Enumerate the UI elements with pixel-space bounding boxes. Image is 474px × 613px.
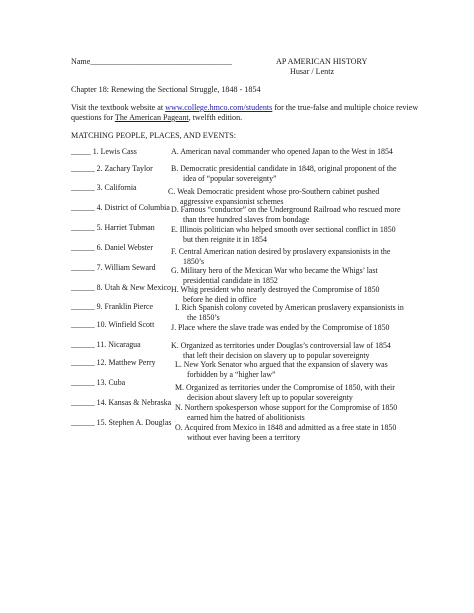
description-item bbox=[171, 266, 474, 286]
description-line: O. Acquired from Mexico in 1848 and admitted as a free state in 1850 bbox=[175, 423, 397, 432]
matching-item-label: 9. Franklin Pierce bbox=[96, 302, 153, 311]
answer-blank[interactable]: ______ bbox=[71, 418, 95, 427]
description-line: aggressive expansionist schemes bbox=[180, 197, 284, 206]
matching-item bbox=[71, 164, 153, 174]
description-item bbox=[171, 205, 474, 225]
matching-item-label: 6. Daniel Webster bbox=[96, 243, 154, 252]
matching-item-label: 12. Matthew Perry bbox=[96, 358, 156, 367]
answer-blank[interactable]: ______ bbox=[71, 203, 95, 212]
answer-blank[interactable]: ______ bbox=[71, 183, 95, 192]
description-line: B. Democratic presidential candidate in 1848, original proponent of the bbox=[171, 164, 397, 173]
description-line: presidential candidate in 1852 bbox=[183, 276, 278, 285]
matching-item bbox=[71, 203, 170, 213]
description-item bbox=[171, 323, 474, 333]
name-line bbox=[71, 57, 232, 67]
description-item bbox=[175, 360, 474, 380]
section-title: MATCHING PEOPLE, PLACES, AND EVENTS: bbox=[71, 131, 237, 140]
description-line: that left their decision on slavery up to popular sovereignty bbox=[183, 351, 370, 360]
matching-item bbox=[71, 263, 156, 273]
teachers: Husar / Lentz bbox=[290, 67, 335, 76]
matching-item bbox=[71, 378, 125, 388]
matching-item bbox=[71, 183, 137, 193]
description-line: D. Famous “conductor” on the Underground Railroad who rescued more bbox=[171, 205, 401, 214]
matching-item bbox=[71, 358, 156, 368]
description-line: F. Central American nation desired by proslavery expansionists in the bbox=[171, 247, 391, 256]
answer-blank[interactable]: ______ bbox=[71, 302, 95, 311]
matching-item bbox=[71, 223, 155, 233]
answer-blank[interactable]: ______ bbox=[71, 164, 95, 173]
answer-blank[interactable]: _____ bbox=[71, 147, 91, 156]
description-line: K. Organized as territories under Douglas’s controversial law of 1854 bbox=[171, 341, 391, 350]
answer-blank[interactable]: ______ bbox=[71, 398, 95, 407]
answer-blank[interactable]: ______ bbox=[71, 320, 95, 329]
description-line: than three hundred slaves from bondage bbox=[183, 215, 310, 224]
description-item bbox=[175, 403, 474, 423]
answer-blank[interactable]: ______ bbox=[71, 358, 95, 367]
description-item bbox=[175, 383, 474, 403]
description-line: without ever having been a territory bbox=[187, 433, 301, 442]
matching-item bbox=[71, 340, 141, 350]
matching-item bbox=[71, 147, 137, 157]
description-item bbox=[171, 164, 474, 184]
description-line: L. New York Senator who argued that the expansion of slavery was bbox=[175, 360, 388, 369]
matching-item-label: 4. District of Columbia bbox=[96, 203, 170, 212]
matching-item-label: 8. Utah & New Mexico bbox=[96, 283, 171, 292]
name-blank[interactable]: ___________________________________ bbox=[90, 57, 232, 66]
matching-item bbox=[71, 418, 171, 428]
matching-item-label: 1. Lewis Cass bbox=[92, 147, 137, 156]
description-line: J. Place where the slave trade was ended by the Compromise of 1850 bbox=[171, 323, 390, 332]
description-line: M. Organized as territories under the Compromise of 1850, with their bbox=[175, 383, 395, 392]
description-line: C. Weak Democratic president whose pro-Southern cabinet pushed bbox=[168, 187, 380, 196]
description-line: idea of “popular sovereignty” bbox=[183, 174, 277, 183]
description-item bbox=[171, 285, 474, 305]
description-item bbox=[175, 303, 474, 323]
matching-item-label: 7. William Seward bbox=[96, 263, 156, 272]
description-item bbox=[171, 225, 474, 245]
matching-item bbox=[71, 302, 153, 312]
description-line: the 1850’s bbox=[187, 313, 220, 322]
chapter-title: Chapter 18: Renewing the Sectional Struggle, 1848 - 1854 bbox=[71, 85, 261, 94]
description-line: 1850’s bbox=[183, 257, 205, 266]
intro-line-1: Visit the textbook website at www.college.hmco.com/students for the true-false and multiple choice review bbox=[71, 103, 419, 112]
answer-blank[interactable]: ______ bbox=[71, 340, 95, 349]
description-item bbox=[171, 341, 474, 361]
matching-item bbox=[71, 243, 153, 253]
description-line: H. Whig president who nearly destroyed the Compromise of 1850 bbox=[171, 285, 380, 294]
description-line: G. Military hero of the Mexican War who became the Whigs’ last bbox=[171, 266, 378, 275]
matching-item-label: 13. Cuba bbox=[96, 378, 126, 387]
description-item bbox=[171, 147, 474, 157]
matching-item-label: 10. Winfield Scott bbox=[96, 320, 155, 329]
description-item bbox=[168, 187, 473, 207]
course-title: AP AMERICAN HISTORY bbox=[276, 57, 368, 66]
description-line: A. American naval commander who opened Japan to the West in 1854 bbox=[171, 147, 393, 156]
matching-item bbox=[71, 283, 171, 293]
matching-item-label: 2. Zachary Taylor bbox=[96, 164, 153, 173]
textbook-website-link[interactable]: www.college.hmco.com/students bbox=[165, 103, 273, 112]
answer-blank[interactable]: ______ bbox=[71, 283, 95, 292]
description-line: I. Rich Spanish colony coveted by American proslavery expansionists in bbox=[175, 303, 404, 312]
description-line: decision about slavery left up to popular sovereignty bbox=[187, 393, 353, 402]
matching-item-label: 15. Stephen A. Douglas bbox=[96, 418, 172, 427]
matching-item bbox=[71, 398, 171, 408]
answer-blank[interactable]: ______ bbox=[71, 263, 95, 272]
description-line: earned him the hatred of abolitionists bbox=[187, 413, 305, 422]
answer-blank[interactable]: ______ bbox=[71, 243, 95, 252]
name-label: Name bbox=[71, 57, 91, 66]
description-line: N. Northern spokesperson whose support for the Compromise of 1850 bbox=[175, 403, 398, 412]
description-item bbox=[175, 423, 474, 443]
matching-item-label: 11. Nicaragua bbox=[96, 340, 141, 349]
description-line: but then reignite it in 1854 bbox=[183, 235, 267, 244]
description-line: forbidden by a “higher law” bbox=[187, 370, 276, 379]
answer-blank[interactable]: ______ bbox=[71, 223, 95, 232]
description-line: before he died in office bbox=[183, 295, 257, 304]
answer-blank[interactable]: ______ bbox=[71, 378, 95, 387]
matching-item-label: 5. Harriet Tubman bbox=[96, 223, 155, 232]
description-line: E. Illinois politician who helped smooth over sectional conflict in 1850 bbox=[171, 225, 396, 234]
intro-line-2: questions for The American Pageant, twelfth edition. bbox=[71, 113, 243, 122]
matching-item-label: 14. Kansas & Nebraska bbox=[96, 398, 172, 407]
description-item bbox=[171, 247, 474, 267]
matching-item-label: 3. California bbox=[96, 183, 137, 192]
matching-item bbox=[71, 320, 154, 330]
book-title: The American Pageant bbox=[114, 113, 189, 122]
